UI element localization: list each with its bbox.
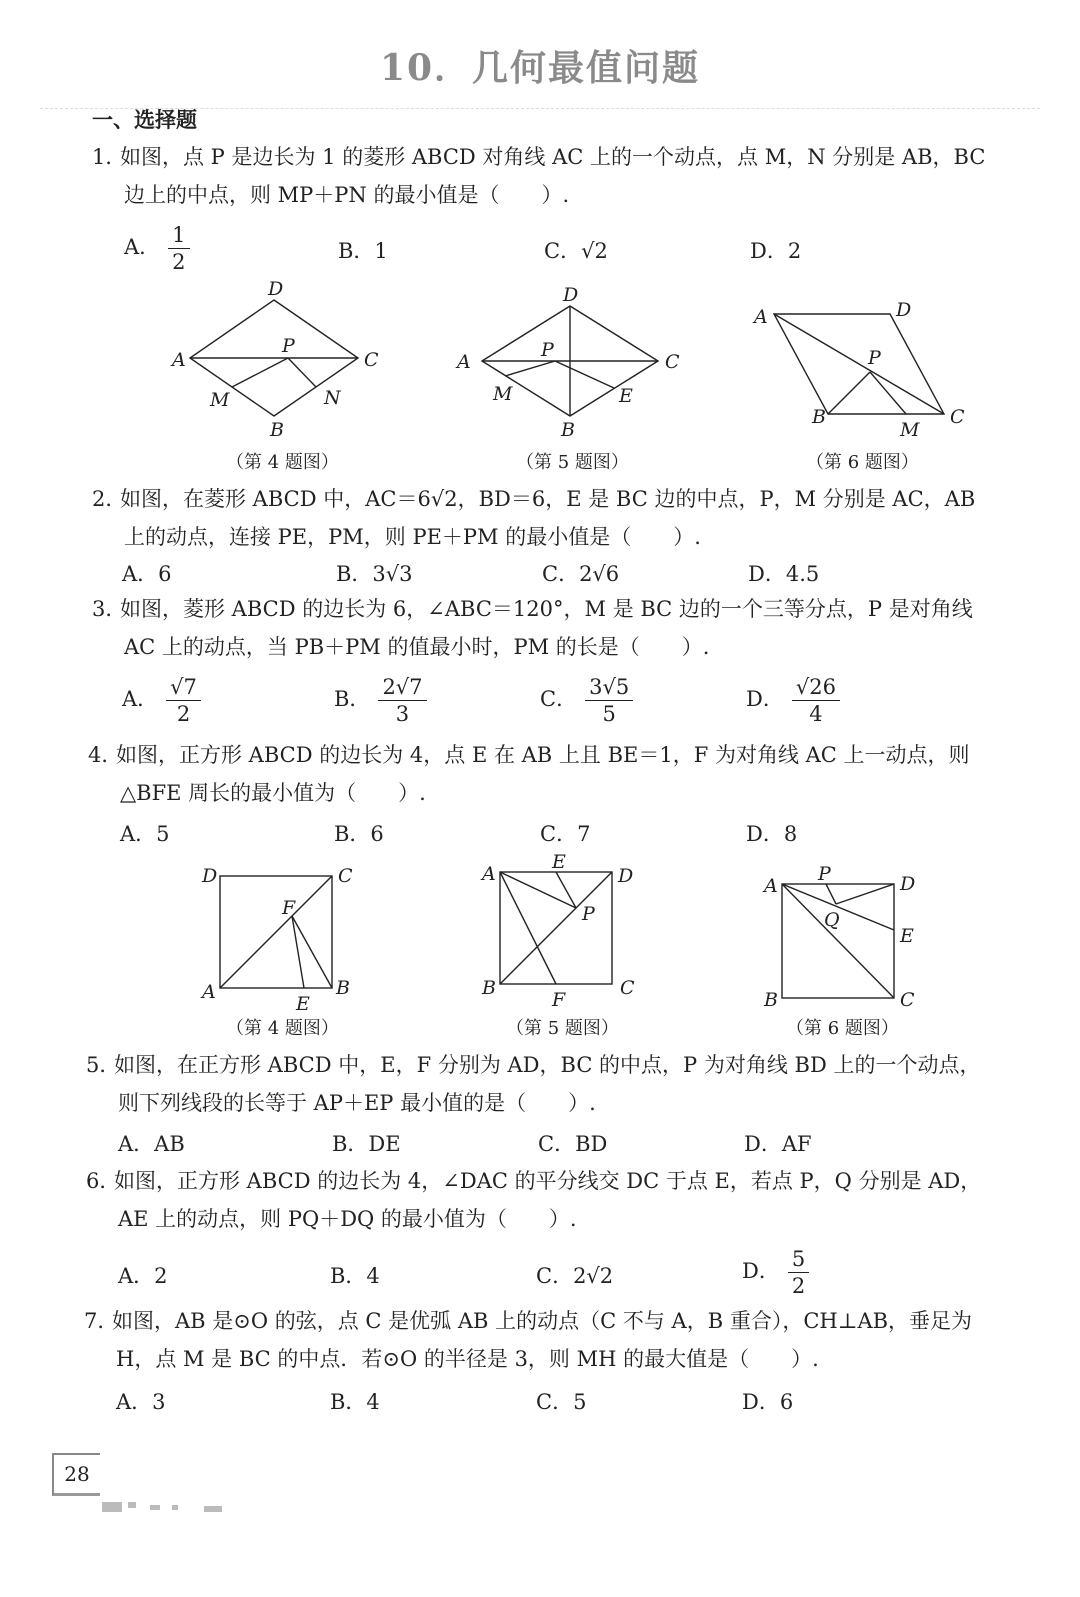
label-F: F <box>282 897 296 919</box>
option-b[interactable]: B．1 <box>338 239 388 263</box>
label-E: E <box>296 993 310 1015</box>
option-label: C． <box>540 687 578 711</box>
label-P: P <box>282 335 295 357</box>
fraction <box>168 222 189 275</box>
option-c[interactable]: C．7 <box>540 822 591 846</box>
label-A: A <box>202 981 216 1003</box>
option-b[interactable]: B．4 <box>330 1390 380 1414</box>
option-d[interactable]: D．4.5 <box>748 562 820 586</box>
question-2 <box>92 480 1052 556</box>
footer-decoration <box>150 1505 160 1510</box>
fraction <box>166 674 201 727</box>
question-6 <box>86 1162 1046 1238</box>
question-line: 则下列线段的长等于 AP＋EP 最小值的是（ ）. <box>118 1091 596 1115</box>
question-5 <box>86 1046 1046 1122</box>
label-P: P <box>582 903 595 925</box>
question-4 <box>88 736 1048 812</box>
label-B: B <box>482 977 496 999</box>
option-a[interactable] <box>124 222 190 275</box>
label-M: M <box>900 419 920 441</box>
numerator: 5 <box>788 1246 809 1273</box>
label-B: B <box>561 419 575 441</box>
label-C: C <box>665 351 680 373</box>
label-N: N <box>324 387 341 409</box>
option-a[interactable]: A．6 <box>122 562 172 586</box>
page-title: 10．几何最值问题 <box>379 47 701 89</box>
label-C: C <box>364 349 379 371</box>
option-d[interactable]: D．8 <box>746 822 798 846</box>
rhombus-diagram <box>455 286 685 456</box>
option-value: √2 <box>581 239 608 263</box>
question-line: 如图，在正方形 ABCD 中，E，F 分别为 AD，BC 的中点，P 为对角线 BD 上的一个动点， <box>114 1053 981 1077</box>
question-7 <box>84 1302 1044 1378</box>
question-line: 边上的中点，则 MP＋PN 的最小值是（ ）. <box>124 183 570 207</box>
numerator: √7 <box>166 674 201 701</box>
numerator: 3√5 <box>585 674 633 701</box>
numerator: 2√7 <box>378 674 426 701</box>
option-c[interactable]: C．2√2 <box>536 1264 614 1288</box>
denominator: 2 <box>172 250 186 274</box>
fraction <box>788 1246 809 1299</box>
option-b[interactable]: B．4 <box>330 1264 380 1288</box>
label-A: A <box>764 875 778 897</box>
question-line: AE 上的动点，则 PQ＋DQ 的最小值为（ ）. <box>118 1207 577 1231</box>
page-number: 28 <box>52 1453 100 1496</box>
question-line: 上的动点，连接 PE，PM，则 PE＋PM 的最小值是（ ）. <box>124 525 701 549</box>
rhombus-diagram <box>170 280 390 450</box>
option-b[interactable]: B．DE <box>332 1132 401 1156</box>
option-d[interactable] <box>742 1246 809 1299</box>
option-d[interactable]: D．6 <box>742 1390 794 1414</box>
denominator: 5 <box>602 702 616 726</box>
figure-rhombus-q5 <box>455 286 685 456</box>
footer-decoration <box>102 1502 122 1512</box>
options-3 <box>122 674 1022 726</box>
label-E: E <box>619 385 633 407</box>
question-3 <box>92 590 1052 666</box>
denominator: 3 <box>395 702 410 726</box>
options-7 <box>116 1386 1016 1426</box>
option-b[interactable]: B．6 <box>334 822 384 846</box>
square-diagram <box>480 851 650 1016</box>
label-F: F <box>552 989 566 1011</box>
option-a[interactable]: A．AB <box>118 1132 185 1156</box>
question-number: 7． <box>84 1309 119 1333</box>
option-label: B． <box>334 687 371 711</box>
label-D: D <box>618 865 634 887</box>
fraction <box>792 674 840 727</box>
label-A: A <box>172 349 186 371</box>
label-B: B <box>812 406 826 428</box>
option-c[interactable]: C．2√6 <box>542 562 620 586</box>
figure-caption: （第 4 题图） <box>226 452 339 473</box>
numerator: 1 <box>168 222 189 249</box>
label-A: A <box>457 351 471 373</box>
option-label: C． <box>544 239 582 263</box>
label-D: D <box>202 865 218 887</box>
figure-caption: （第 4 题图） <box>226 1018 339 1039</box>
footer-decoration <box>128 1502 136 1508</box>
question-line: 如图，正方形 ABCD 的边长为 4，点 E 在 AB 上且 BE＝1，F 为对角线 AC 上一动点，则 <box>116 743 970 767</box>
label-D: D <box>563 284 579 306</box>
label-Q: Q <box>824 909 840 931</box>
square-diagram <box>200 862 370 1022</box>
option-d[interactable]: D．2 <box>750 239 802 263</box>
label-D: D <box>896 299 912 321</box>
label-M: M <box>493 383 513 405</box>
question-line: 如图，在菱形 ABCD 中，AC＝6√2，BD＝6，E 是 BC 边的中点，P，M 分别是 AC，AB <box>120 487 976 511</box>
figure-caption: （第 5 题图） <box>516 452 629 473</box>
question-line: 如图，正方形 ABCD 的边长为 4，∠DAC 的平分线交 DC 于点 E，若点 P，Q 分别是 AD， <box>114 1169 982 1193</box>
label-C: C <box>620 977 635 999</box>
label-D: D <box>268 278 284 300</box>
question-number: 1． <box>92 145 127 169</box>
question-number: 5． <box>86 1053 121 1077</box>
denominator: 2 <box>791 1274 806 1298</box>
label-A: A <box>754 306 768 328</box>
parallelogram-diagram <box>752 296 982 446</box>
question-number: 4． <box>88 743 123 767</box>
square-diagram <box>762 862 932 1022</box>
figure-square-q6 <box>762 862 932 1022</box>
question-number: 6． <box>86 1169 121 1193</box>
option-c[interactable]: C．BD <box>538 1132 608 1156</box>
question-line: 如图，AB 是⊙O 的弦，点 C 是优弧 AB 上的动点（C 不与 A，B 重合），CH⊥AB，垂足为 <box>112 1309 973 1333</box>
option-c[interactable]: C．5 <box>536 1390 587 1414</box>
option-label: A． <box>122 687 159 711</box>
option-label: A． <box>124 235 161 259</box>
footer-decoration <box>172 1505 178 1510</box>
figure-caption: （第 5 题图） <box>506 1018 619 1039</box>
option-a[interactable] <box>122 674 201 727</box>
denominator: 2 <box>176 702 191 726</box>
question-line: 如图，点 P 是边长为 1 的菱形 ABCD 对角线 AC 上的一个动点，点 M，N 分别是 AB，BC <box>120 145 986 169</box>
figure-caption: （第 6 题图） <box>786 1018 899 1039</box>
figure-parallelogram-q6 <box>752 296 982 446</box>
options-1 <box>124 222 1024 274</box>
denominator: 4 <box>809 702 823 726</box>
question-line: 如图，菱形 ABCD 的边长为 6，∠ABC＝120°，M 是 BC 边的一个三等分点，P 是对角线 <box>120 597 973 621</box>
option-b[interactable] <box>334 674 427 727</box>
label-B: B <box>270 419 284 441</box>
label-C: C <box>338 865 353 887</box>
question-line: H，点 M 是 BC 的中点．若⊙O 的半径是 3，则 MH 的最大值是（ ）. <box>116 1347 819 1371</box>
fraction <box>378 674 426 727</box>
option-b[interactable]: B．3√3 <box>336 562 413 586</box>
option-label: D． <box>742 1259 780 1283</box>
label-B: B <box>336 977 350 999</box>
option-c[interactable] <box>544 235 608 265</box>
label-E: E <box>552 851 566 873</box>
option-a[interactable]: A．5 <box>120 822 170 846</box>
label-C: C <box>900 989 915 1011</box>
footer-decoration <box>204 1506 222 1512</box>
option-a[interactable]: A．2 <box>118 1264 168 1288</box>
label-D: D <box>900 873 916 895</box>
option-label: D． <box>746 687 784 711</box>
label-E: E <box>900 925 914 947</box>
label-P: P <box>818 863 831 885</box>
options-6 <box>118 1246 1018 1298</box>
option-a[interactable]: A．3 <box>116 1390 166 1414</box>
fraction <box>585 674 633 727</box>
question-number: 3． <box>92 597 127 621</box>
question-line: △BFE 周长的最小值为（ ）. <box>120 781 426 805</box>
label-P: P <box>541 339 554 361</box>
question-line: AC 上的动点，当 PB＋PM 的值最小时，PM 的长是（ ）. <box>124 635 710 659</box>
label-P: P <box>868 347 881 369</box>
question-1 <box>92 138 1052 214</box>
label-M: M <box>210 389 230 411</box>
label-C: C <box>950 406 965 428</box>
label-A: A <box>482 863 496 885</box>
figure-rhombus-q4 <box>170 280 390 450</box>
figure-square-q4 <box>200 862 370 1022</box>
options-4 <box>120 818 1020 858</box>
option-c[interactable] <box>540 674 633 727</box>
option-d[interactable]: D．AF <box>744 1132 812 1156</box>
section-heading: 一、选择题 <box>92 108 197 132</box>
option-d[interactable] <box>746 674 840 727</box>
numerator: √26 <box>792 674 840 701</box>
question-number: 2． <box>92 487 127 511</box>
figure-caption: （第 6 题图） <box>806 452 919 473</box>
figure-square-q5 <box>480 851 650 1016</box>
label-B: B <box>764 989 778 1011</box>
